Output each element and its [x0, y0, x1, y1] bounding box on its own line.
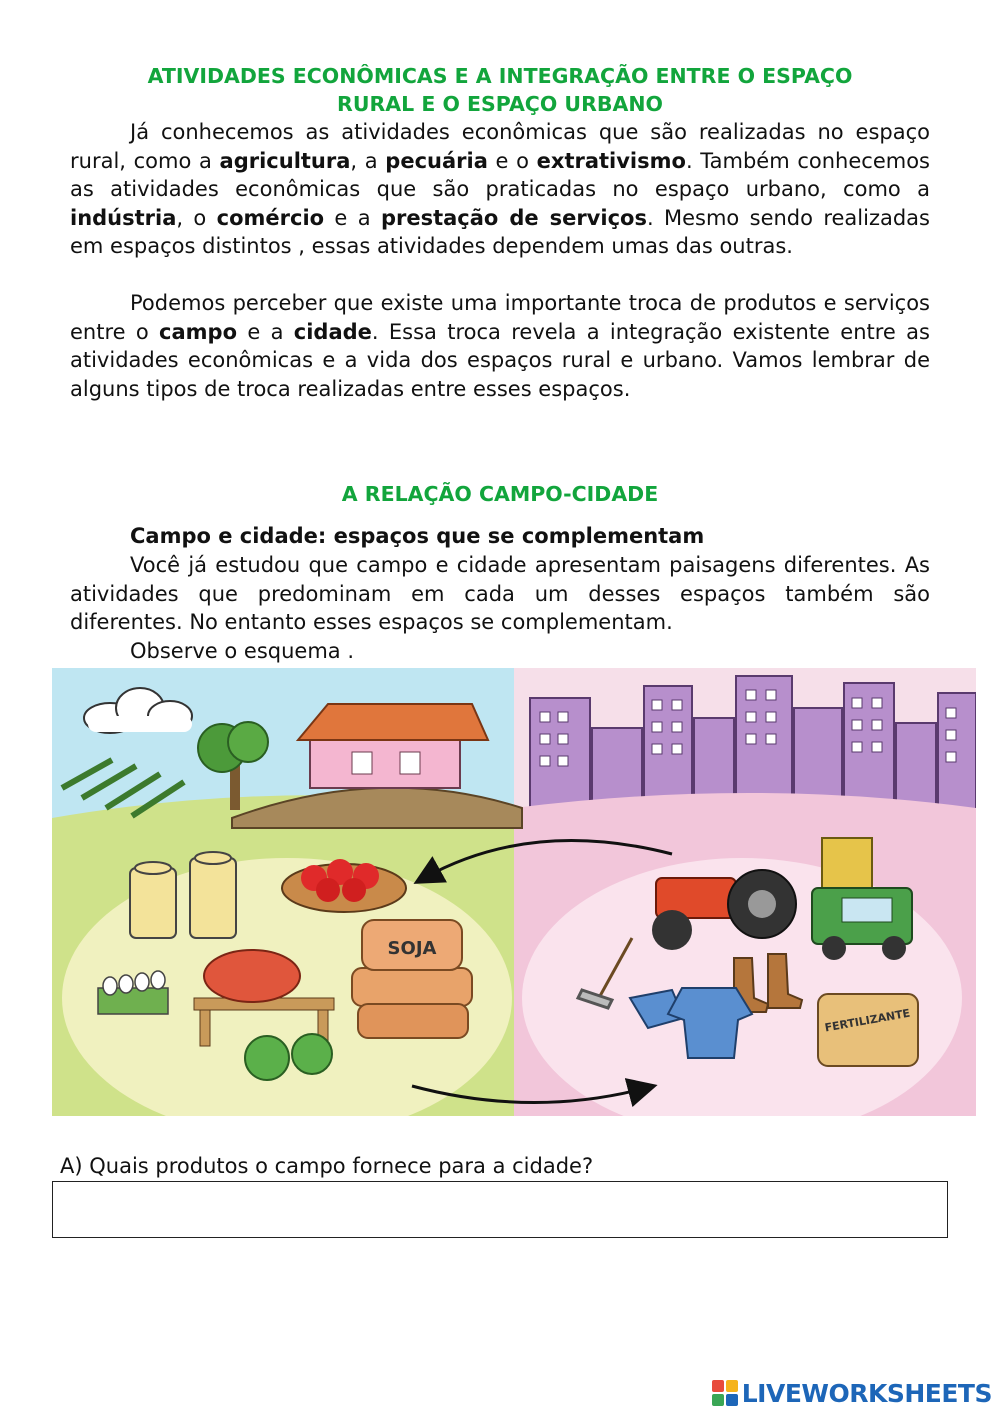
scheme-drawing [52, 668, 976, 1116]
campo-cidade-illustration [52, 668, 976, 1116]
title-line-1: ATIVIDADES ECONÔMICAS E A INTEGRAÇÃO ENTRE O ESPAÇO [147, 64, 853, 88]
intro-paragraph-1: Já conhecemos as atividades econômicas que são realizadas no espaço rural, como a agricultura, a pecuária e o extrativismo. Também conhecemos as atividades econômicas que são praticadas no espaço urbano, como a indústria, o comércio e a prestação de serviços. Mesmo sendo realizadas em espaços distintos , essas atividades dependem umas das outras. [70, 120, 930, 259]
liveworksheets-brand [712, 1379, 992, 1407]
brand-name: LIVEWORKSHEETS [741, 1378, 992, 1408]
liveworksheets-logo-icon [712, 1380, 738, 1406]
observe-instruction: Observe o esquema . [130, 639, 354, 663]
intro-paragraph-2: Podemos perceber que existe uma importante troca de produtos e serviços entre o campo e a cidade. Essa troca revela a integração existente entre as atividades econômicas e a vida dos espaços rural e urbano. Vamos lembrar de alguns tipos de troca realizadas entre esses espaços. [70, 291, 930, 401]
title-line-2: RURAL E O ESPAÇO URBANO [337, 92, 663, 116]
answer-input-box[interactable] [52, 1181, 948, 1238]
fertilizante-label: FERTILIZANTE [823, 1006, 912, 1035]
soja-label: SOJA [387, 938, 437, 959]
farmhouse-icon [298, 704, 488, 788]
section-paragraph: Você já estudou que campo e cidade apresentam paisagens diferentes. As atividades que predominam em cada um desses espaços também são diferentes. No entanto esses espaços se complementam. [70, 553, 930, 635]
question-a: A) Quais produtos o campo fornece para a cidade? [60, 1154, 594, 1178]
section-title: A RELAÇÃO CAMPO-CIDADE [341, 482, 659, 506]
section-subtitle: Campo e cidade: espaços que se complementam [130, 524, 705, 548]
